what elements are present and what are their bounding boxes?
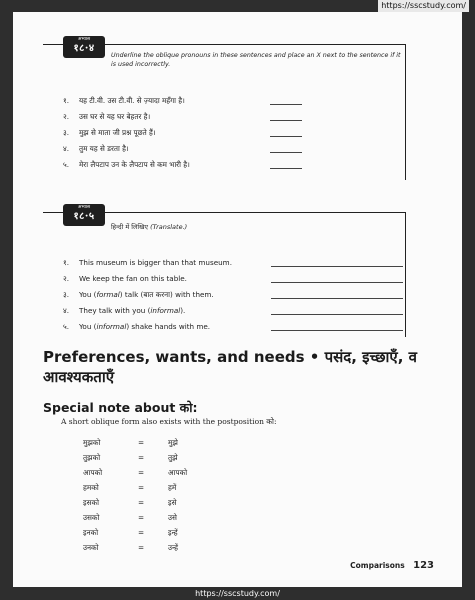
equals-sign: = xyxy=(138,468,145,477)
equals-sign: = xyxy=(138,483,145,492)
item-number: ५. xyxy=(63,160,70,169)
long-form: मुझको xyxy=(83,438,101,447)
exercise-18-5-box xyxy=(43,205,406,337)
item-text: मेरा लैपटाप उन के लैपटाप से कम भारी है। xyxy=(79,160,190,169)
exercise-badge xyxy=(63,204,105,226)
long-form: उसको xyxy=(83,513,100,522)
page-footer xyxy=(350,560,434,571)
chapter-title: Comparisons xyxy=(350,561,405,570)
item-text: उस घर से यह घर बेहतर है। xyxy=(79,112,151,121)
top-url-label: https://sscstudy.com/ xyxy=(378,0,469,12)
answer-line[interactable] xyxy=(271,282,403,283)
answer-line[interactable] xyxy=(271,314,403,315)
exercise-badge-label: अभ्यास xyxy=(77,205,91,210)
item-number: ५. xyxy=(63,322,70,331)
short-form: हमें xyxy=(168,483,177,492)
equals-sign: = xyxy=(138,543,145,552)
short-form: उसे xyxy=(168,513,177,522)
equals-sign: = xyxy=(138,528,145,537)
item-text: We keep the fan on this table. xyxy=(79,274,187,283)
exercise-badge xyxy=(63,36,105,58)
item-number: २. xyxy=(63,274,70,283)
short-form: मुझे xyxy=(168,438,178,447)
item-text: You (informal) shake hands with me. xyxy=(79,322,211,331)
short-form: इसे xyxy=(168,498,177,507)
long-form: उनको xyxy=(83,543,99,552)
long-form: इसको xyxy=(83,498,100,507)
item-text: यह टी.वी. उस टी.वी. से ज़्यादा महँगा है। xyxy=(79,96,185,105)
exercise-instruction xyxy=(111,223,401,232)
item-number: २. xyxy=(63,112,70,121)
item-text: They talk with you (informal). xyxy=(79,306,186,315)
equals-sign: = xyxy=(138,513,145,522)
bottom-url-label: https://sscstudy.com/ xyxy=(195,589,280,598)
section-heading: Preferences, wants, and needs • पसंद, इच्छाएँ, व आवश्यकताएँ xyxy=(43,348,417,386)
answer-line[interactable] xyxy=(270,168,302,169)
answer-line[interactable] xyxy=(270,104,302,105)
short-form: तुझे xyxy=(168,453,178,462)
short-form: आपको xyxy=(168,468,188,477)
special-note-text: A short oblique form also exists with the postposition को: xyxy=(61,417,277,426)
instruction-hindi: हिन्दी में लिखिए xyxy=(111,223,148,231)
item-number: ३. xyxy=(63,128,70,137)
equals-sign: = xyxy=(138,453,145,462)
item-text: This museum is bigger than that museum. xyxy=(79,258,232,267)
item-number: १. xyxy=(63,258,70,267)
answer-line[interactable] xyxy=(271,330,403,331)
equals-sign: = xyxy=(138,498,145,507)
long-form: तुझको xyxy=(83,453,101,462)
special-note-heading: Special note about को: xyxy=(43,400,198,415)
answer-line[interactable] xyxy=(271,298,403,299)
exercise-instruction: Underline the oblique pronouns in these sentences and place an X next to the sentence if it is used incorrectly. xyxy=(111,52,401,68)
item-text: तुम यह से डरता है। xyxy=(79,144,129,153)
book-page xyxy=(13,12,462,587)
item-number: ४. xyxy=(63,306,70,315)
answer-line[interactable] xyxy=(270,136,302,137)
page-number: 123 xyxy=(413,560,434,571)
answer-line[interactable] xyxy=(271,266,403,267)
answer-line[interactable] xyxy=(270,152,302,153)
item-number: ३. xyxy=(63,290,70,299)
instruction-english: (Translate.) xyxy=(150,223,188,231)
answer-line[interactable] xyxy=(270,120,302,121)
exercise-number: १८·५ xyxy=(73,211,95,222)
equals-sign: = xyxy=(138,438,145,447)
item-number: १. xyxy=(63,96,70,105)
exercise-number: १८·४ xyxy=(73,43,95,54)
item-text: You (formal) talk (बात करना) with them. xyxy=(79,290,214,299)
item-text: मुझ से माता जी प्रश्न पूछते हैं। xyxy=(79,128,156,137)
short-form: उन्हें xyxy=(168,543,179,552)
long-form: आपको xyxy=(83,468,103,477)
long-form: हमको xyxy=(83,483,99,492)
long-form: इनको xyxy=(83,528,99,537)
short-form: इन्हें xyxy=(168,528,178,537)
item-number: ४. xyxy=(63,144,70,153)
exercise-18-4-box xyxy=(43,37,406,180)
exercise-badge-label: अभ्यास xyxy=(77,37,91,42)
